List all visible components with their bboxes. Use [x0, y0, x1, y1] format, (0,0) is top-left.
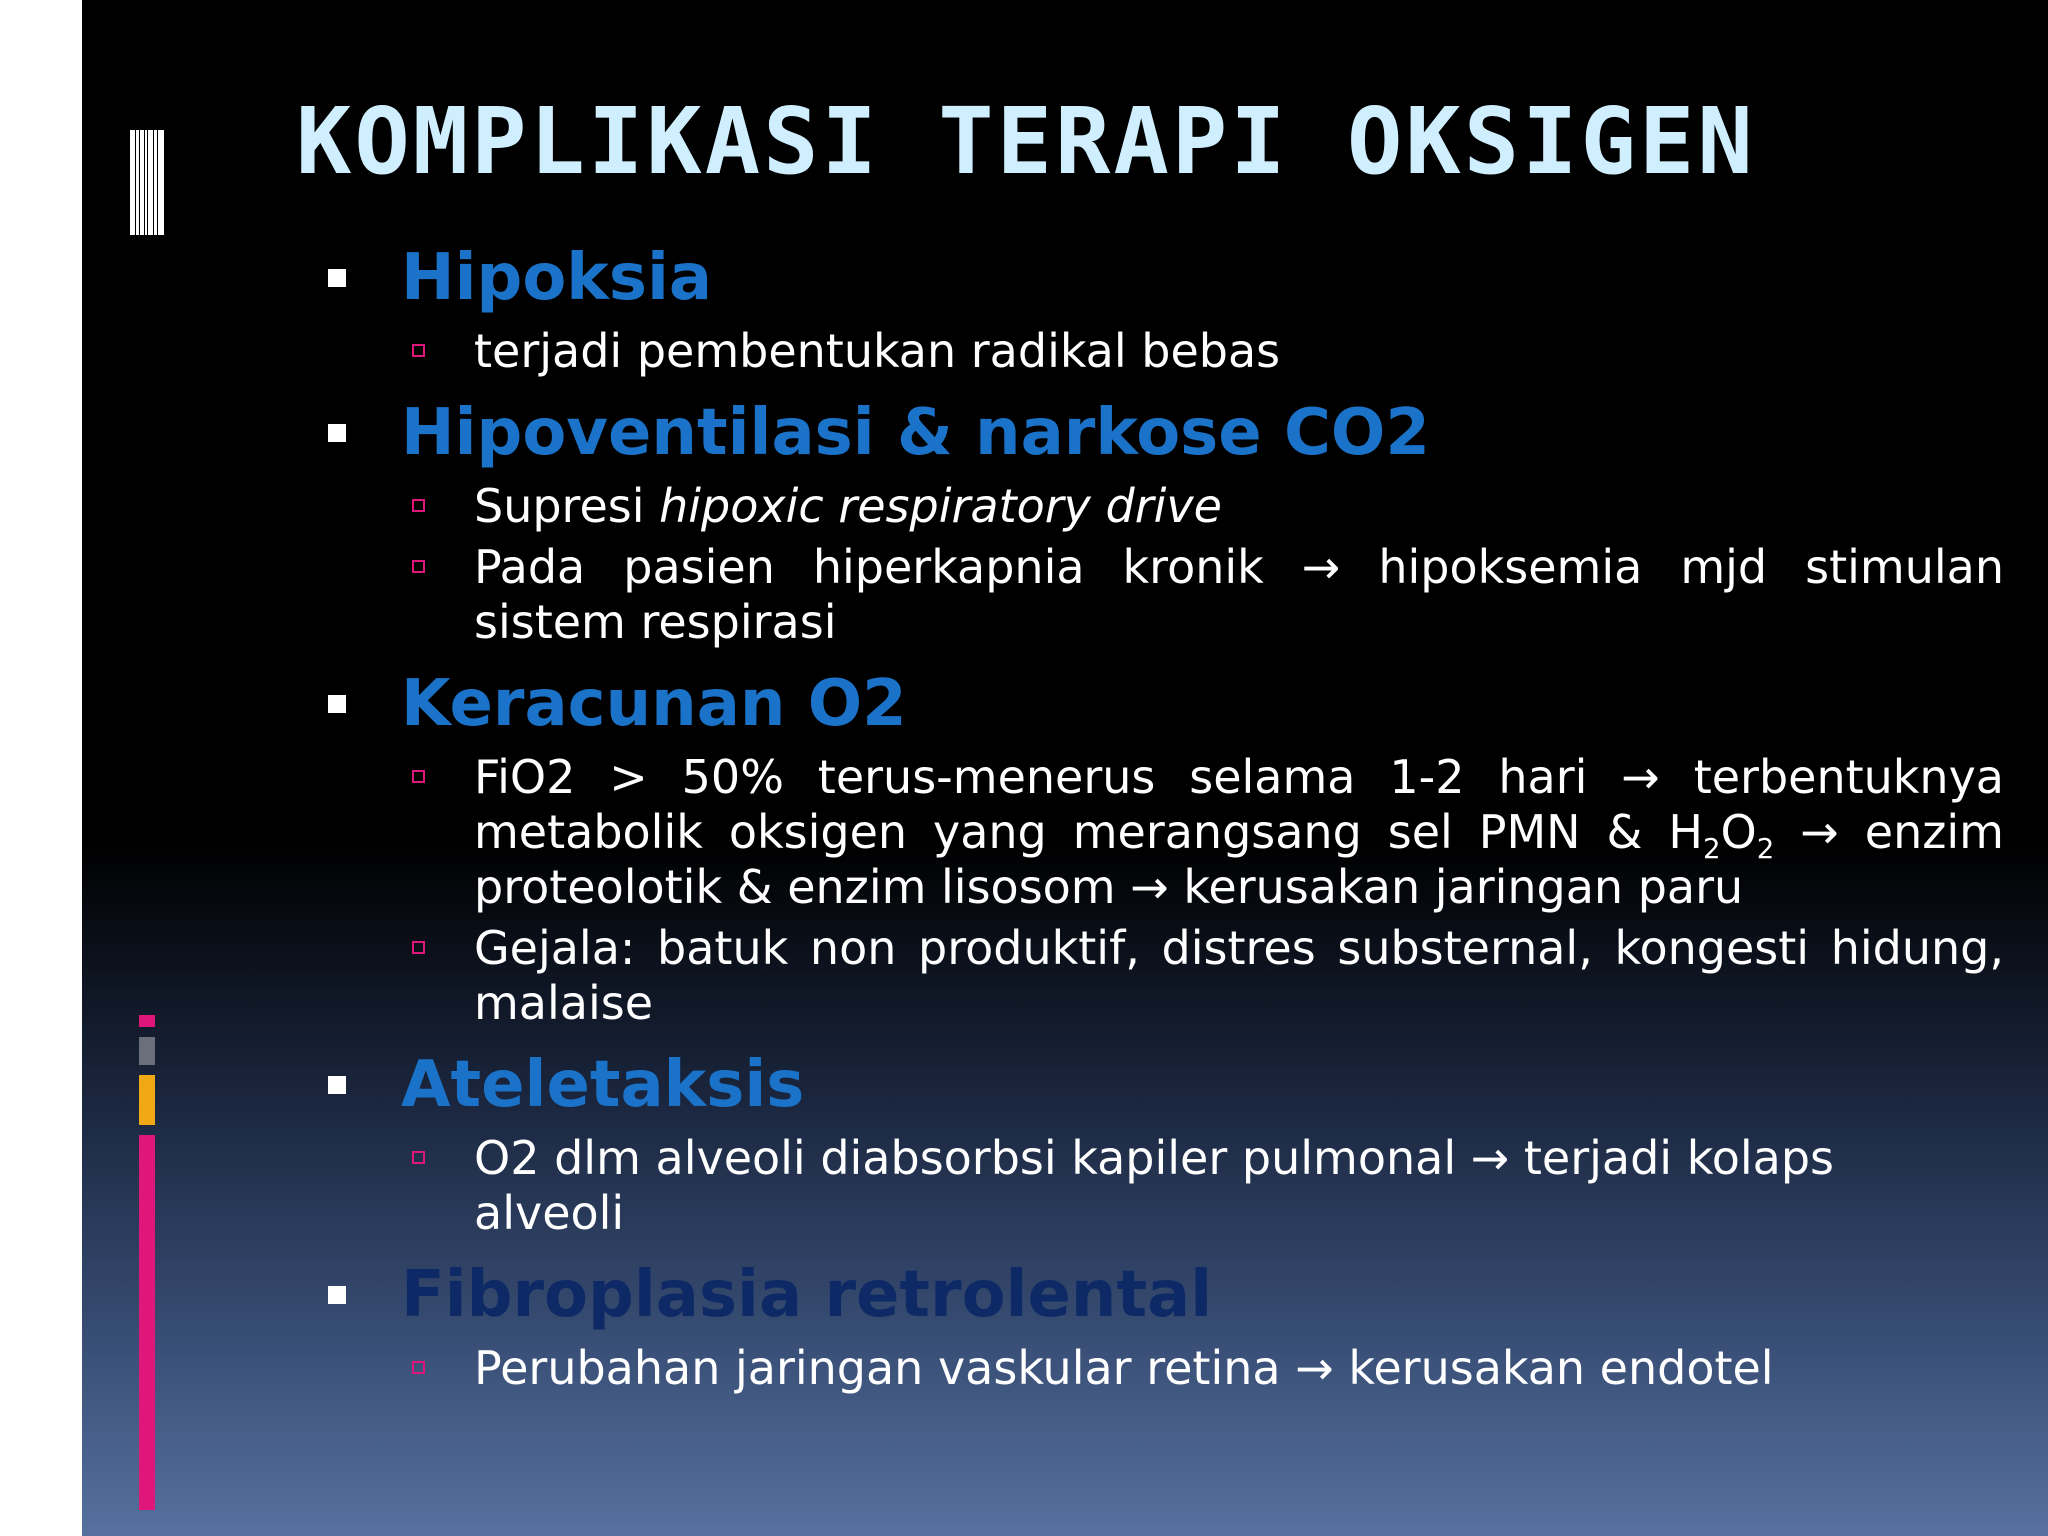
left-margin-strip	[0, 0, 82, 1536]
heading-fibroplasia	[328, 1255, 2004, 1335]
list-item	[328, 540, 2004, 650]
item-text: Supresi hipoxic respiratory drive	[474, 479, 1222, 533]
hollow-square-bullet-icon	[412, 1151, 425, 1164]
heading-text: Fibroplasia retrolental	[401, 1258, 1213, 1332]
item-text: Perubahan jaringan vaskular retina → kerusakan endotel	[474, 1341, 1774, 1395]
heading-hipoksia	[328, 238, 2004, 318]
square-bullet-icon	[328, 424, 346, 442]
heading-hipoventilasi	[328, 393, 2004, 473]
hollow-square-bullet-icon	[412, 770, 425, 783]
list-item	[328, 750, 2004, 915]
heading-text: Hipoksia	[401, 241, 713, 315]
heading-text: Ateletaksis	[401, 1048, 805, 1122]
list-item	[328, 1341, 2004, 1396]
square-bullet-icon	[328, 1286, 346, 1304]
item-text: O2 dlm alveoli diabsorbsi kapiler pulmonal → terjadi kolaps alveoli	[474, 1131, 1834, 1240]
hollow-square-bullet-icon	[412, 560, 425, 573]
hollow-square-bullet-icon	[412, 941, 425, 954]
slide	[82, 0, 2048, 1536]
slide-content	[328, 238, 2004, 1396]
heading-ateletaksis	[328, 1045, 2004, 1125]
item-text: Gejala: batuk non produktif, distres substernal, kongesti hidung, malaise	[474, 921, 2004, 1030]
square-bullet-icon	[328, 269, 346, 287]
hollow-square-bullet-icon	[412, 499, 425, 512]
decorative-side-stripe	[139, 1015, 155, 1510]
heading-keracunan-o2	[328, 664, 2004, 744]
heading-text: Keracunan O2	[401, 667, 907, 741]
decorative-bars	[130, 130, 164, 235]
heading-text: Hipoventilasi & narkose CO2	[401, 396, 1430, 470]
slide-title: KOMPLIKASI TERAPI OKSIGEN	[296, 88, 1756, 195]
list-item	[328, 324, 2004, 379]
square-bullet-icon	[328, 695, 346, 713]
item-text: terjadi pembentukan radikal bebas	[474, 324, 1281, 378]
list-item	[328, 921, 2004, 1031]
item-text: FiO2 > 50% terus-menerus selama 1-2 hari → terbentuknya metabolik oksigen yang merangsang sel PMN & $H_2O_2$ → enzim proteolotik & enzim lisosom → kerusakan jaringan paru	[474, 750, 2004, 914]
item-text: Pada pasien hiperkapnia kronik → hipoksemia mjd stimulan sistem respirasi	[474, 540, 2004, 649]
hollow-square-bullet-icon	[412, 344, 425, 357]
hollow-square-bullet-icon	[412, 1361, 425, 1374]
list-item	[328, 1131, 2004, 1241]
list-item	[328, 479, 2004, 534]
square-bullet-icon	[328, 1076, 346, 1094]
